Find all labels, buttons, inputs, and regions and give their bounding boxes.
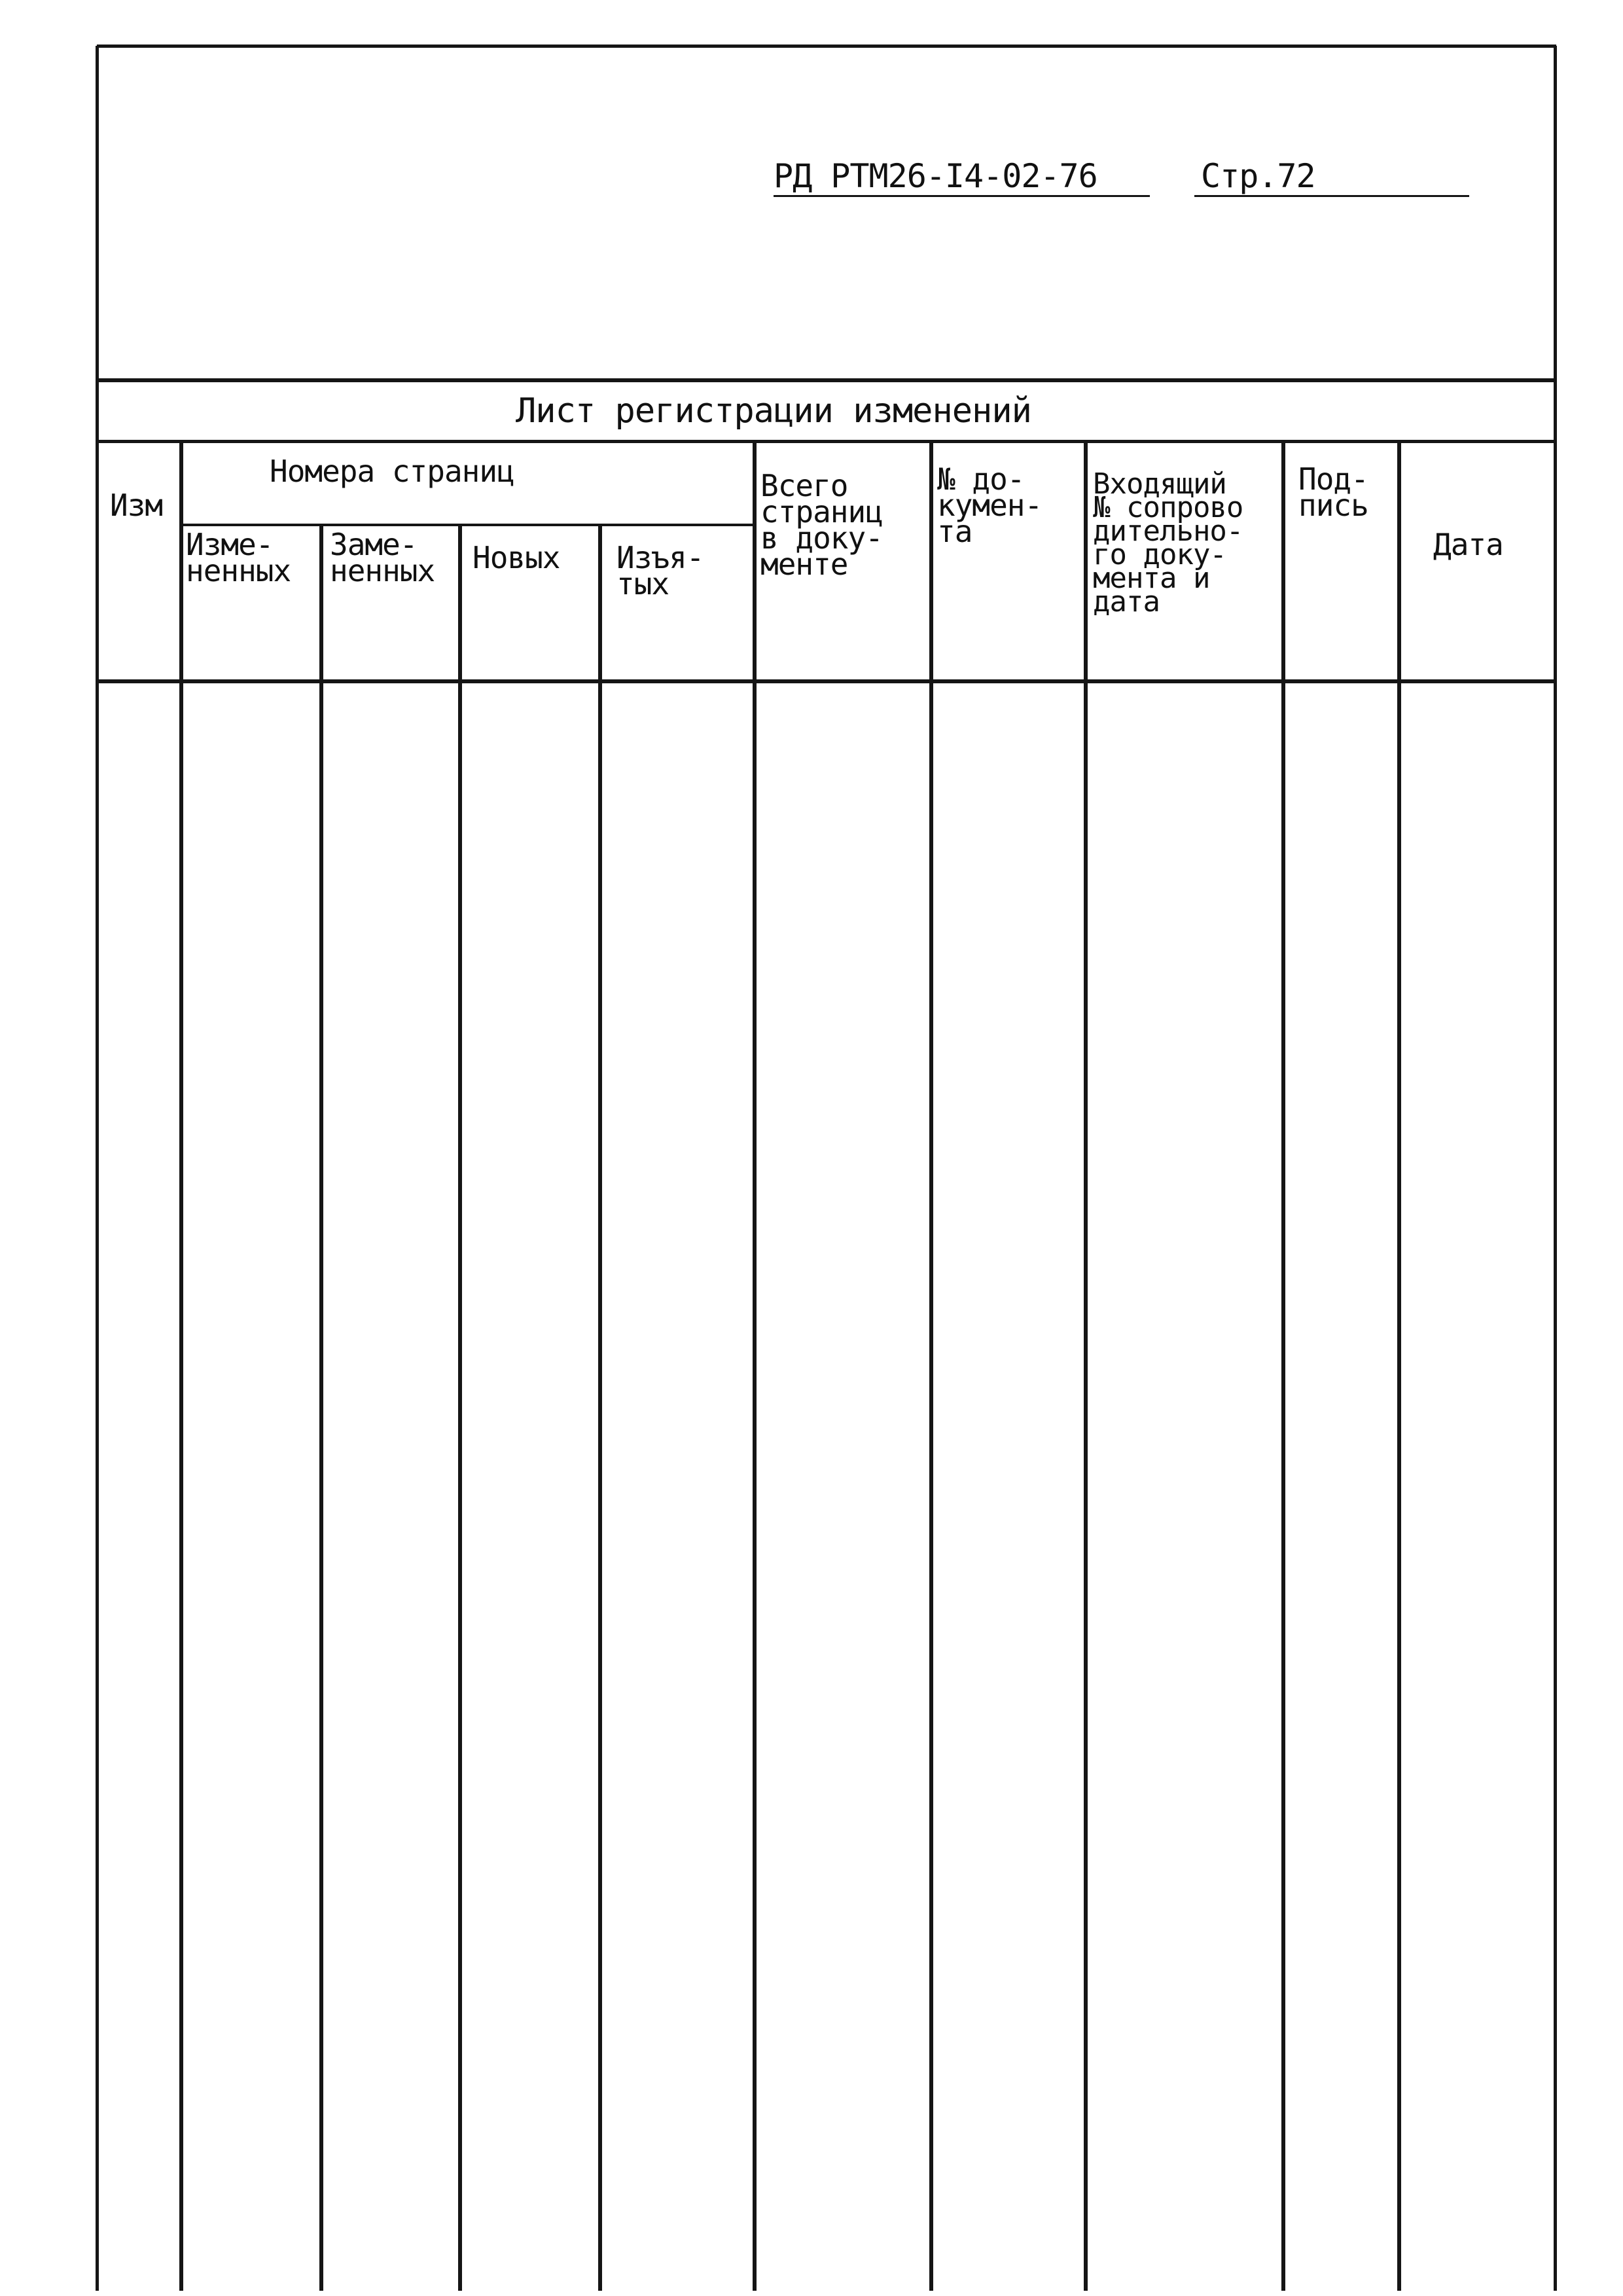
header-new-pages: Новых (473, 540, 560, 575)
group-divider (181, 524, 757, 526)
header-replaced-pages: Заме- ненных (330, 527, 435, 588)
title-divider (98, 440, 1555, 443)
col-line-4 (598, 524, 602, 2291)
col-line-5 (753, 441, 757, 2291)
col-line-6 (929, 441, 933, 2291)
header-total-pages: Всего страниц в доку- менте (760, 468, 883, 582)
header-change-number: Изм (110, 488, 163, 523)
col-line-3 (458, 524, 462, 2291)
header-document-number: № до- кумен- та (937, 461, 1043, 549)
col-line-2 (319, 524, 323, 2291)
page-label-underline (1194, 195, 1469, 197)
page-label: Стр.72 (1201, 157, 1315, 195)
frame-top-border (97, 45, 1556, 48)
col-line-9 (1397, 441, 1401, 2291)
header-incoming-document: Входящий № сопрово дительно- го доку- мента и дата (1093, 467, 1243, 619)
header-divider (98, 378, 1555, 382)
col-line-1 (179, 441, 183, 2291)
col-line-8 (1281, 441, 1285, 2291)
document-code-underline (774, 195, 1150, 197)
header-date: Дата (1433, 527, 1503, 562)
header-removed-pages: Изъя- тых (616, 540, 704, 601)
header-page-numbers-group: Номера страниц (270, 454, 514, 489)
col-line-7 (1084, 441, 1088, 2291)
header-signature: Под- пись (1298, 461, 1368, 523)
frame-left-border (96, 46, 99, 2291)
document-code: РД РТМ26-I4-02-76 (774, 157, 1097, 195)
header-changed-pages: Изме- ненных (186, 527, 291, 588)
frame-right-border (1554, 46, 1557, 2291)
header-bottom-divider (98, 679, 1555, 683)
table-title: Лист регистрации изменений (516, 391, 1031, 431)
